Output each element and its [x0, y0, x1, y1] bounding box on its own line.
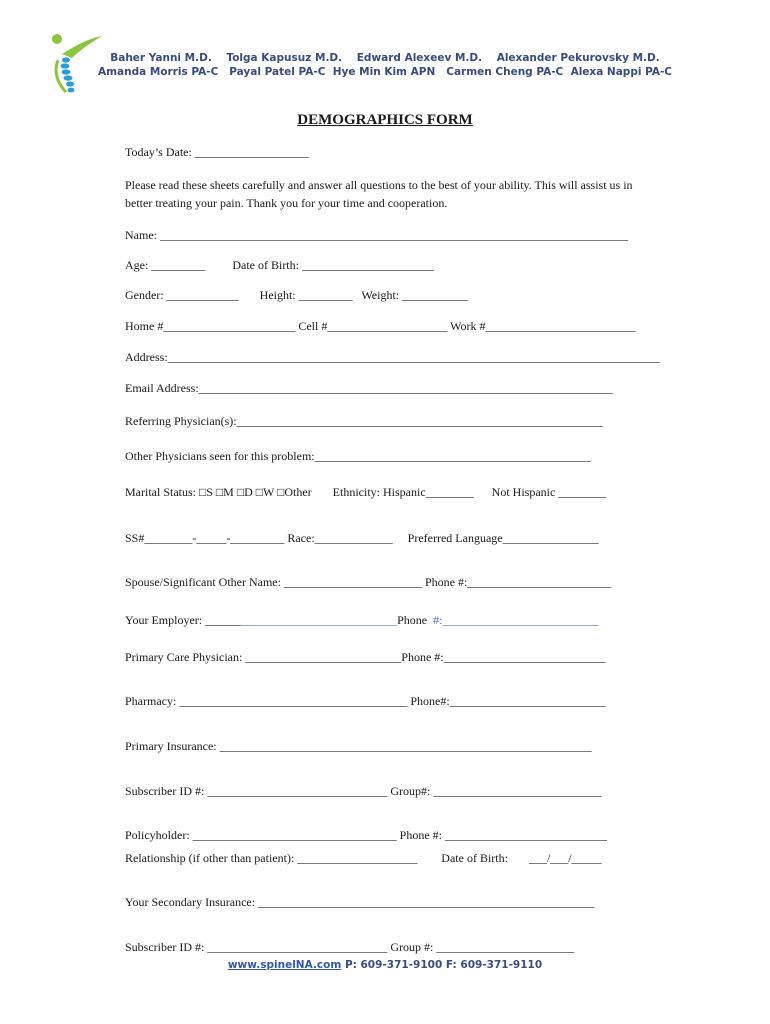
secondary-insurance-field[interactable]: Your Secondary Insurance: ________________________________________________________: [125, 895, 595, 909]
provider-names-line-1: Baher Yanni M.D. Tolga Kapusuz M.D. Edward Alexeev M.D. Alexander Pekurovsky M.D.: [110, 52, 660, 64]
website-link[interactable]: www.spinelNA.com: [227, 959, 342, 971]
intro-text-line-2: better treating your pain. Thank you for your time and cooperation.: [125, 196, 448, 210]
employer-line: __________________________: [241, 613, 398, 627]
provider-names-line-2: Amanda Morris PA-C Payal Patel PA-C Hye Min Kim APN Carmen Cheng PA-C Alexa Nappi PA-C: [97, 66, 673, 78]
employer-field[interactable]: [125, 613, 598, 627]
gender-height-weight-fields[interactable]: Gender: ____________ Height: _________ Weight: ___________: [125, 288, 469, 302]
employer-label: Your Employer: ______: [125, 613, 242, 627]
contact-numbers: P: 609-371-9100 F: 609-371-9110: [341, 959, 543, 971]
primary-care-field[interactable]: Primary Care Physician: __________________________Phone #:___________________________: [125, 650, 606, 664]
ss-race-language-fields[interactable]: SS#________-_____-_________ Race:_____________ Preferred Language________________: [125, 531, 599, 545]
referring-physician-field[interactable]: Referring Physician(s):_____________________________________________________________: [125, 414, 603, 428]
spouse-field[interactable]: Spouse/Significant Other Name: _______________________ Phone #:________________________: [125, 575, 612, 589]
age-dob-fields[interactable]: Age: _________ Date of Birth: ______________________: [125, 258, 434, 272]
relationship-dob-fields[interactable]: Relationship (if other than patient): ____________________ Date of Birth: ___/___/_____: [125, 851, 602, 865]
subscriber-group-fields[interactable]: Subscriber ID #: ______________________________ Group#: ____________________________: [125, 784, 602, 798]
intro-text-line-1: Please read these sheets carefully and answer all questions to the best of your ability. This will assist us in: [125, 178, 633, 192]
employer-phone-label: Phone: [397, 613, 434, 627]
primary-insurance-field[interactable]: Primary Insurance: ______________________________________________________________: [125, 739, 592, 753]
address-field[interactable]: Address:__________________________________________________________________________________: [125, 350, 660, 364]
form-title: DEMOGRAPHICS FORM: [297, 112, 473, 128]
other-physicians-field[interactable]: Other Physicians seen for this problem:______________________________________________: [125, 449, 591, 463]
secondary-subscriber-group-fields[interactable]: Subscriber ID #: ______________________________ Group #: _______________________: [125, 940, 575, 954]
footer: [0, 959, 770, 971]
phone-numbers-fields[interactable]: Home #______________________ Cell #____________________ Work #_________________________: [125, 319, 636, 333]
marital-ethnicity-fields[interactable]: Marital Status: □S □M □D □W □Other Ethnicity: Hispanic________ Not Hispanic ________: [125, 485, 607, 499]
policyholder-field[interactable]: Policyholder: __________________________________ Phone #: ___________________________: [125, 828, 607, 842]
employer-phone-line: #:__________________________: [433, 613, 599, 627]
name-field[interactable]: Name: ______________________________________________________________________________: [125, 228, 628, 242]
pharmacy-field[interactable]: Pharmacy: ______________________________________ Phone#:__________________________: [125, 694, 606, 708]
email-field[interactable]: Email Address:_____________________________________________________________________: [125, 381, 613, 395]
todays-date-field[interactable]: Today’s Date: ___________________: [125, 145, 309, 159]
